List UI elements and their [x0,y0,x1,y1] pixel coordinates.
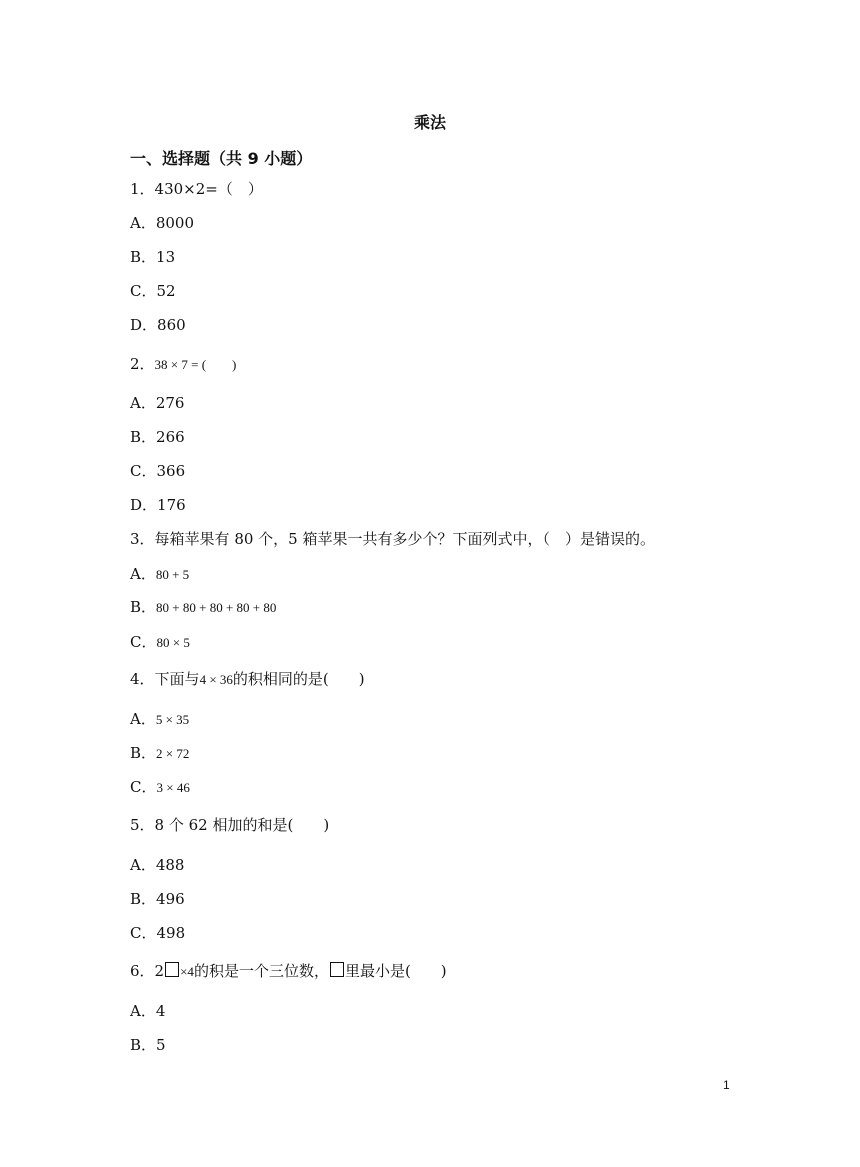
question-stem: 2 [154,962,165,980]
question-6 [130,961,447,982]
question-number: 1． [130,180,155,198]
question-1-option-d: D．860 [130,316,186,334]
question-4-option-b [130,743,189,764]
question-3-option-c [130,632,190,653]
option-expression: 5 × 35 [155,712,190,727]
question-number: 2． [130,355,155,373]
question-number: 4． [130,670,155,688]
page-title: 乘法 [413,113,446,132]
option-letter: C． [130,778,157,796]
question-5-option-c: C．498 [130,924,186,942]
option-expression: 3 × 46 [156,780,190,795]
question-2 [130,354,236,375]
option-expression: 2 × 72 [156,746,190,761]
question-6-option-a: A．4 [130,1002,166,1020]
question-2-option-b: B．266 [130,428,185,446]
page-number: 1 [723,1078,730,1092]
question-stem: 里最小是( ) [344,962,447,980]
section-heading: 一、选择题（共 9 小题） [130,149,313,168]
question-5 [130,815,329,835]
option-expression: 80 + 5 [155,567,190,582]
question-stem-math: 4 × 36 [199,672,233,687]
option-letter: C． [130,633,157,651]
question-4-option-a [130,709,189,730]
question-5-option-a: A．488 [130,856,185,874]
question-stem: 每箱苹果有 80 个，5 箱苹果一共有多少个？下面列式中，（ ）是错误的。 [154,530,655,548]
option-expression: 80 × 5 [156,635,190,650]
option-letter: B． [130,598,157,616]
blank-box-icon [330,962,344,977]
question-stem: 的积是一个三位数， [193,962,329,980]
question-stem: 的积相同的是( ) [232,670,365,688]
question-stem: 430×2=（ ） [154,180,263,198]
question-1 [130,179,263,199]
question-2-option-d: D．176 [130,496,186,514]
question-4 [130,669,365,690]
option-letter: B． [130,744,157,762]
question-number: 3． [130,530,155,548]
question-stem-math: ×4 [180,964,194,979]
option-letter: A． [130,710,156,728]
question-1-option-a: A．8000 [130,214,195,232]
question-3 [130,529,655,549]
question-stem: 下面与 [154,670,200,688]
option-expression: 80 + 80 + 80 + 80 + 80 [156,600,277,615]
question-number: 6． [130,962,155,980]
question-2-option-c: C．366 [130,462,186,480]
question-stem: 8 个 62 相加的和是( ) [154,816,330,834]
question-stem-math: 38 × 7 = ( ) [154,357,237,372]
question-1-option-c: C．52 [130,282,176,300]
blank-box-icon [165,962,179,977]
question-1-option-b: B．13 [130,248,176,266]
question-4-option-c [130,777,190,798]
question-5-option-b: B．496 [130,890,185,908]
question-2-option-a: A．276 [130,394,185,412]
question-number: 5． [130,816,155,834]
question-3-option-a [130,564,189,585]
question-6-option-b: B．5 [130,1036,166,1054]
option-letter: A． [130,565,156,583]
question-3-option-b [130,597,276,618]
